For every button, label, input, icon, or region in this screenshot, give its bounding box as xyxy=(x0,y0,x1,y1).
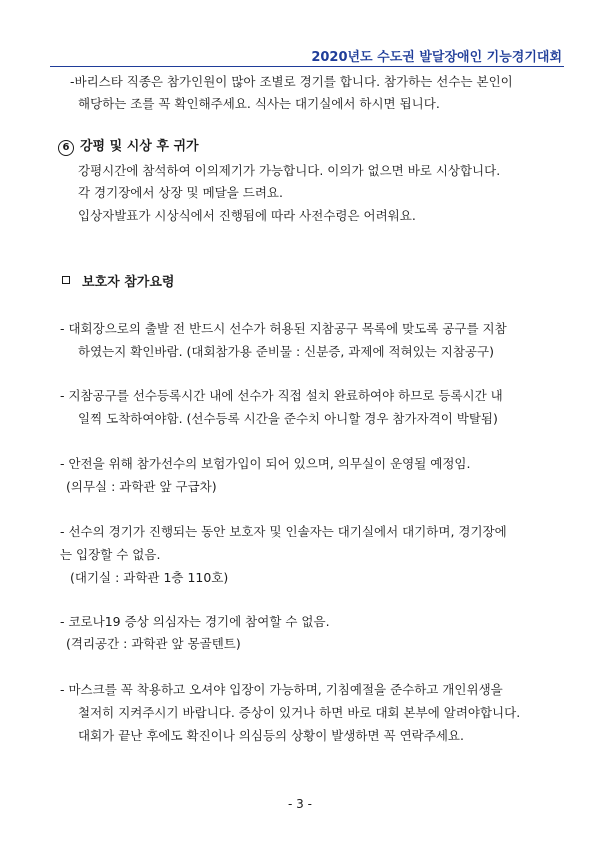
item-line: 하였는지 확인바람. (대회참가용 준비물 : 신분증, 과제에 적혀있는 지참공구) xyxy=(78,344,494,359)
item-line: - 선수의 경기가 진행되는 동안 보호자 및 인솔자는 대기실에서 대기하며, 경기장에 xyxy=(60,524,507,539)
header-divider xyxy=(50,66,564,67)
intro-line: -바리스타 직종은 참가인원이 많아 조별로 경기를 합니다. 참가하는 선수는 본인이 xyxy=(70,74,513,89)
item-line: - 마스크를 꼭 착용하고 오셔야 입장이 가능하며, 기침예절을 준수하고 개인위생을 xyxy=(60,682,503,697)
guardian-section-title: 보호자 참가요령 xyxy=(82,275,175,290)
document-title: 2020년도 수도권 발달장애인 기능경기대회 xyxy=(311,50,562,65)
item-line: - 안전을 위해 참가선수의 보험가입이 되어 있으며, 의무실이 운영될 예정임. xyxy=(60,456,471,471)
item-line: 철저히 지켜주시기 바랍니다. 증상이 있거나 하면 바로 대회 본부에 알려야합니다. xyxy=(78,705,521,720)
circled-number-6: 6 xyxy=(58,140,74,156)
item-line: 는 입장할 수 없음. xyxy=(60,547,161,562)
item-line: (격리공간 : 과학관 앞 몽골텐트) xyxy=(66,636,241,651)
item-line: (대기실 : 과학관 1층 110호) xyxy=(70,570,229,585)
guardian-section-heading xyxy=(62,275,174,291)
square-bullet-icon xyxy=(62,276,70,284)
item-line: 일찍 도착하여야함. (선수등록 시간을 준수치 아니할 경우 참가자격이 박탈됨) xyxy=(78,411,498,426)
intro-line: 해당하는 조를 꼭 확인해주세요. 식사는 대기실에서 하시면 됩니다. xyxy=(78,96,440,111)
section-6-line: 입상자발표가 시상식에서 진행됨에 따라 사전수령은 어려워요. xyxy=(78,208,416,223)
item-line: - 지참공구를 선수등록시간 내에 선수가 직접 설치 완료하여야 하므로 등록시간 내 xyxy=(60,388,503,403)
section-6-title: 강평 및 시상 후 귀가 xyxy=(80,139,199,154)
section-6-line: 강평시간에 참석하여 이의제기가 가능합니다. 이의가 없으면 바로 시상합니다. xyxy=(78,163,501,178)
item-line: - 코로나19 증상 의심자는 경기에 참여할 수 없음. xyxy=(60,614,330,629)
section-6-heading xyxy=(58,139,199,156)
page-number: - 3 - xyxy=(288,797,312,811)
item-line: - 대회장으로의 출발 전 반드시 선수가 허용된 지참공구 목록에 맞도록 공구를 지참 xyxy=(60,321,507,336)
item-line: (의무실 : 과학관 앞 구급차) xyxy=(66,479,217,494)
section-6-line: 각 경기장에서 상장 및 메달을 드려요. xyxy=(78,185,283,200)
item-line: 대회가 끝난 후에도 확진이나 의심등의 상황이 발생하면 꼭 연락주세요. xyxy=(78,728,464,743)
